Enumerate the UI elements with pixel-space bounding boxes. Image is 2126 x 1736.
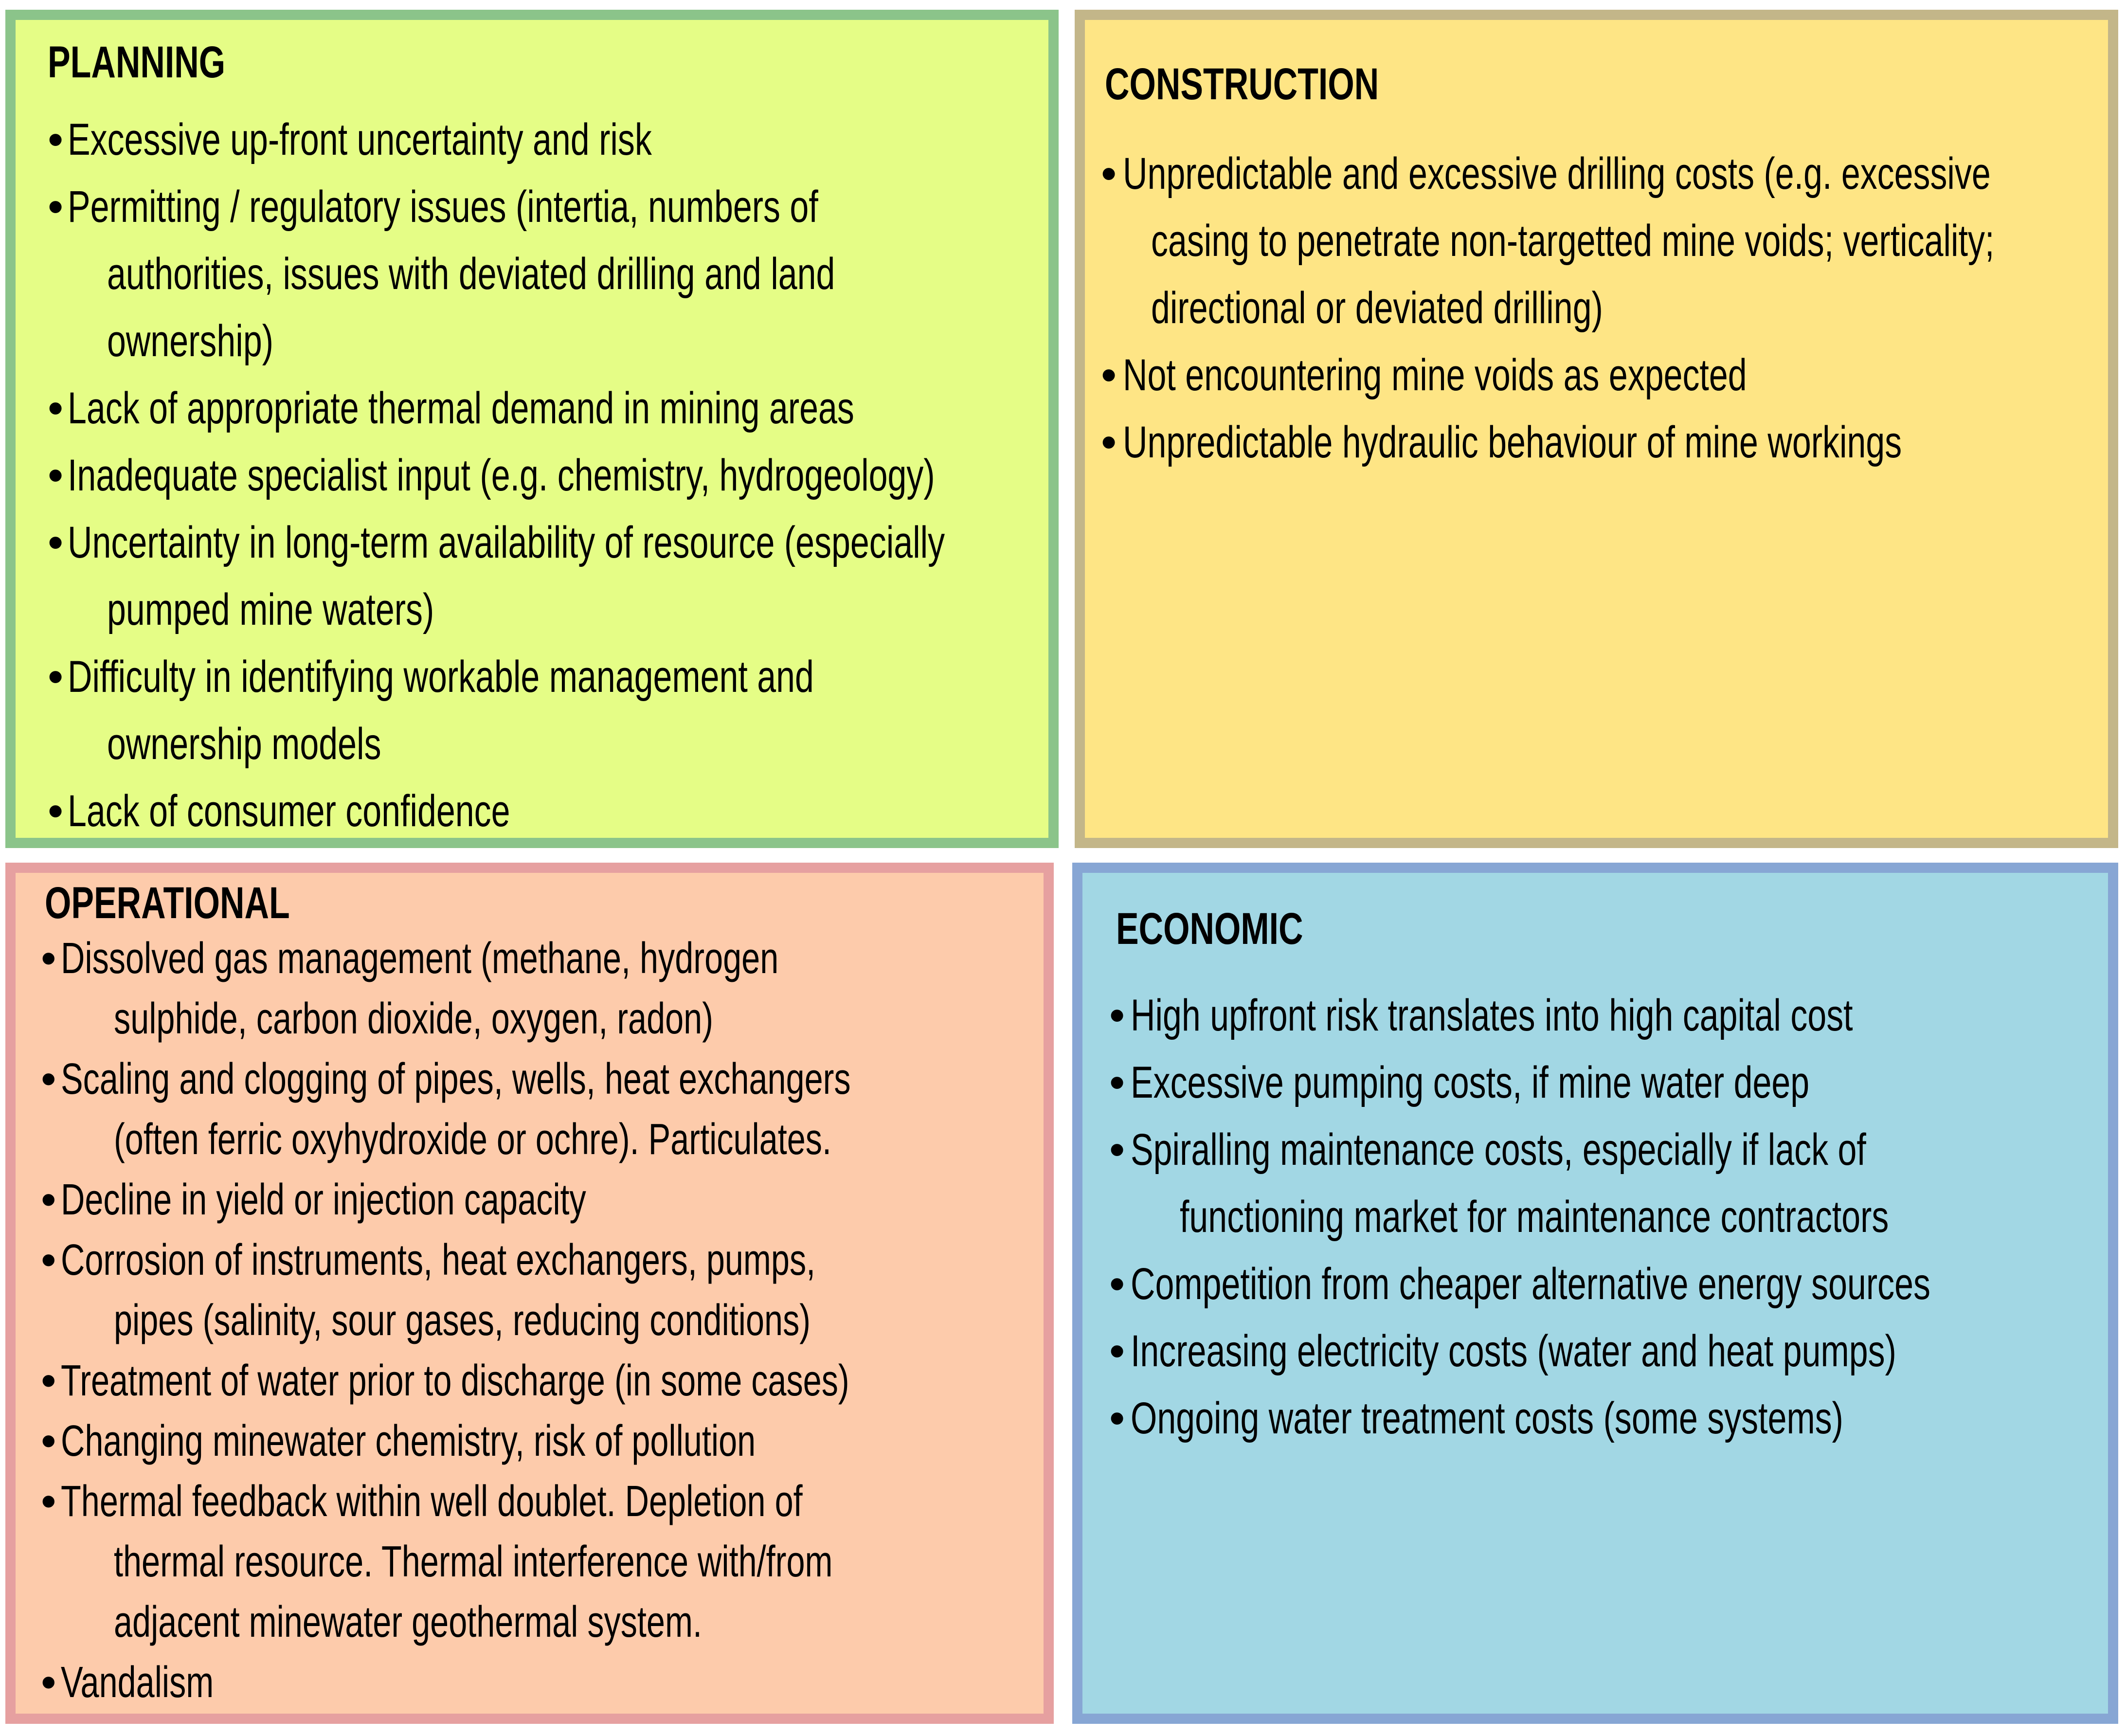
bullet-icon: • — [41, 1356, 56, 1405]
list-item-text: Excessive pumping costs, if mine water deep — [1131, 1058, 1810, 1107]
list-item-text: Decline in yield or injection capacity — [61, 1175, 586, 1224]
list-item-line — [1109, 1250, 2126, 1318]
list-item-text: Treatment of water prior to discharge (in some cases) — [61, 1356, 849, 1405]
list-item-text: Vandalism — [61, 1658, 214, 1707]
planning-list — [48, 106, 1222, 845]
list-item-line — [41, 1652, 1100, 1713]
bullet-icon: • — [41, 1236, 56, 1284]
list-item-line — [1101, 140, 2126, 207]
operational-list-item — [41, 1351, 1100, 1411]
bullet-icon: • — [48, 383, 64, 433]
bullet-icon: • — [48, 451, 64, 500]
list-item-line — [41, 1351, 1100, 1411]
economic-title-text: ECONOMIC — [1116, 904, 1303, 954]
operational-list-item — [41, 1230, 1100, 1351]
planning-title — [48, 37, 281, 87]
list-item-text: functioning market for maintenance contractors — [1180, 1192, 1889, 1242]
bullet-icon: • — [1109, 1326, 1125, 1376]
bullet-icon: • — [41, 934, 56, 983]
planning-title-text: PLANNING — [48, 37, 226, 87]
list-item-line — [48, 778, 1222, 845]
list-item-text: ownership models — [107, 719, 381, 769]
list-item-text: Not encountering mine voids as expected — [1123, 350, 1747, 400]
planning-list-item — [48, 173, 1222, 375]
bullet-icon: • — [1109, 1058, 1125, 1107]
bullet-icon: • — [48, 518, 64, 567]
economic-list-item — [1109, 1049, 2126, 1116]
construction-title-text: CONSTRUCTION — [1105, 59, 1379, 109]
list-item-text: Competition from cheaper alternative energy sources — [1131, 1259, 1930, 1309]
bullet-icon: • — [48, 182, 64, 232]
bullet-icon: • — [1101, 149, 1117, 199]
bullet-icon: • — [41, 1055, 56, 1103]
bullet-icon: • — [41, 1477, 56, 1526]
bullet-icon: • — [1101, 417, 1117, 467]
operational-title — [45, 878, 367, 928]
list-item-line — [1109, 1116, 2126, 1183]
list-item-text: Unpredictable and excessive drilling costs (e.g. excessive — [1123, 149, 1991, 199]
list-item-line — [48, 509, 1222, 576]
list-item-text: adjacent minewater geothermal system. — [114, 1598, 702, 1646]
construction-list-item — [1101, 409, 2126, 476]
list-item-text: pumped mine waters) — [107, 585, 434, 634]
list-item-line — [48, 307, 1222, 375]
list-item-line — [1109, 1318, 2126, 1385]
list-item-text: High upfront risk translates into high capital cost — [1131, 991, 1853, 1040]
list-item-line — [1109, 1049, 2126, 1116]
list-item-text: directional or deviated drilling) — [1151, 283, 1603, 333]
operational-list-item — [41, 928, 1100, 1049]
bullet-icon: • — [41, 1417, 56, 1465]
list-item-text: Scaling and clogging of pipes, wells, heat exchangers — [61, 1055, 851, 1103]
list-item-line — [48, 173, 1222, 240]
list-item-text: Ongoing water treatment costs (some systems) — [1131, 1393, 1843, 1443]
list-item-text: pipes (salinity, sour gases, reducing conditions) — [114, 1296, 811, 1345]
list-item-text: Changing minewater chemistry, risk of pollution — [61, 1417, 756, 1465]
list-item-text: Increasing electricity costs (water and heat pumps) — [1131, 1326, 1896, 1376]
operational-list — [41, 928, 1100, 1713]
list-item-line — [41, 1170, 1100, 1230]
list-item-line — [1109, 1385, 2126, 1452]
list-item-line — [1101, 274, 2126, 342]
list-item-text: Unpredictable hydraulic behaviour of mine workings — [1123, 417, 1902, 467]
bullet-icon: • — [48, 652, 64, 702]
bullet-icon: • — [1109, 991, 1125, 1040]
bullet-icon: • — [48, 786, 64, 836]
construction-list-item — [1101, 342, 2126, 409]
list-item-text: Uncertainty in long-term availability of resource (especially — [68, 518, 945, 567]
list-item-text: authorities, issues with deviated drilling and land — [107, 249, 835, 299]
list-item-line — [1101, 207, 2126, 274]
list-item-text: ownership) — [107, 316, 273, 366]
list-item-text: Difficulty in identifying workable management and — [68, 652, 814, 702]
list-item-line — [41, 1049, 1100, 1109]
economic-title — [1116, 904, 1362, 954]
list-item-line — [48, 375, 1222, 442]
list-item-text: Permitting / regulatory issues (intertia, numbers of — [68, 182, 818, 232]
operational-list-item — [41, 1049, 1100, 1170]
list-item-line — [41, 1592, 1100, 1652]
list-item-line — [48, 442, 1222, 509]
construction-title — [1105, 59, 1465, 109]
economic-list — [1109, 982, 2126, 1452]
list-item-text: Inadequate specialist input (e.g. chemistry, hydrogeology) — [68, 451, 935, 500]
economic-list-item — [1109, 1116, 2126, 1250]
planning-list-item — [48, 643, 1222, 778]
list-item-line — [48, 643, 1222, 710]
list-item-line — [41, 1109, 1100, 1170]
construction-list-item — [1101, 140, 2126, 342]
list-item-line — [41, 1230, 1100, 1290]
bullet-icon: • — [48, 115, 64, 164]
list-item-line — [41, 1532, 1100, 1592]
bullet-icon: • — [1101, 350, 1117, 400]
operational-title-text: OPERATIONAL — [45, 878, 290, 928]
planning-list-item — [48, 106, 1222, 173]
list-item-line — [1101, 409, 2126, 476]
list-item-line — [48, 710, 1222, 778]
list-item-line — [41, 928, 1100, 989]
planning-list-item — [48, 778, 1222, 845]
list-item-text: (often ferric oxyhydroxide or ochre). Particulates. — [114, 1115, 832, 1164]
bullet-icon: • — [1109, 1259, 1125, 1309]
economic-list-item — [1109, 1250, 2126, 1318]
list-item-line — [48, 106, 1222, 173]
list-item-text: Spiralling maintenance costs, especially if lack of — [1131, 1125, 1866, 1175]
list-item-line — [1109, 1183, 2126, 1250]
list-item-text: Excessive up-front uncertainty and risk — [68, 115, 652, 164]
list-item-line — [1101, 342, 2126, 409]
list-item-text: Thermal feedback within well doublet. Depletion of — [61, 1477, 803, 1526]
list-item-text: thermal resource. Thermal interference with/from — [114, 1537, 833, 1586]
list-item-text: Lack of consumer confidence — [68, 786, 510, 836]
operational-list-item — [41, 1471, 1100, 1652]
bullet-icon: • — [41, 1175, 56, 1224]
economic-list-item — [1109, 1385, 2126, 1452]
operational-list-item — [41, 1411, 1100, 1471]
list-item-text: Corrosion of instruments, heat exchangers, pumps, — [61, 1236, 816, 1284]
list-item-line — [41, 1290, 1100, 1351]
list-item-line — [41, 1411, 1100, 1471]
list-item-line — [41, 989, 1100, 1049]
bullet-icon: • — [1109, 1125, 1125, 1175]
planning-list-item — [48, 442, 1222, 509]
list-item-line — [41, 1471, 1100, 1532]
planning-list-item — [48, 375, 1222, 442]
operational-list-item — [41, 1170, 1100, 1230]
bullet-icon: • — [41, 1658, 56, 1707]
list-item-line — [48, 576, 1222, 643]
planning-list-item — [48, 509, 1222, 643]
list-item-line — [1109, 982, 2126, 1049]
list-item-text: casing to penetrate non-targetted mine voids; verticality; — [1151, 216, 1995, 266]
economic-list-item — [1109, 982, 2126, 1049]
economic-list-item — [1109, 1318, 2126, 1385]
list-item-text: sulphide, carbon dioxide, oxygen, radon) — [114, 995, 714, 1043]
list-item-line — [48, 240, 1222, 307]
construction-list — [1101, 140, 2126, 476]
operational-list-item — [41, 1652, 1100, 1713]
list-item-text: Dissolved gas management (methane, hydrogen — [61, 934, 779, 983]
list-item-text: Lack of appropriate thermal demand in mining areas — [68, 383, 854, 433]
bullet-icon: • — [1109, 1393, 1125, 1443]
